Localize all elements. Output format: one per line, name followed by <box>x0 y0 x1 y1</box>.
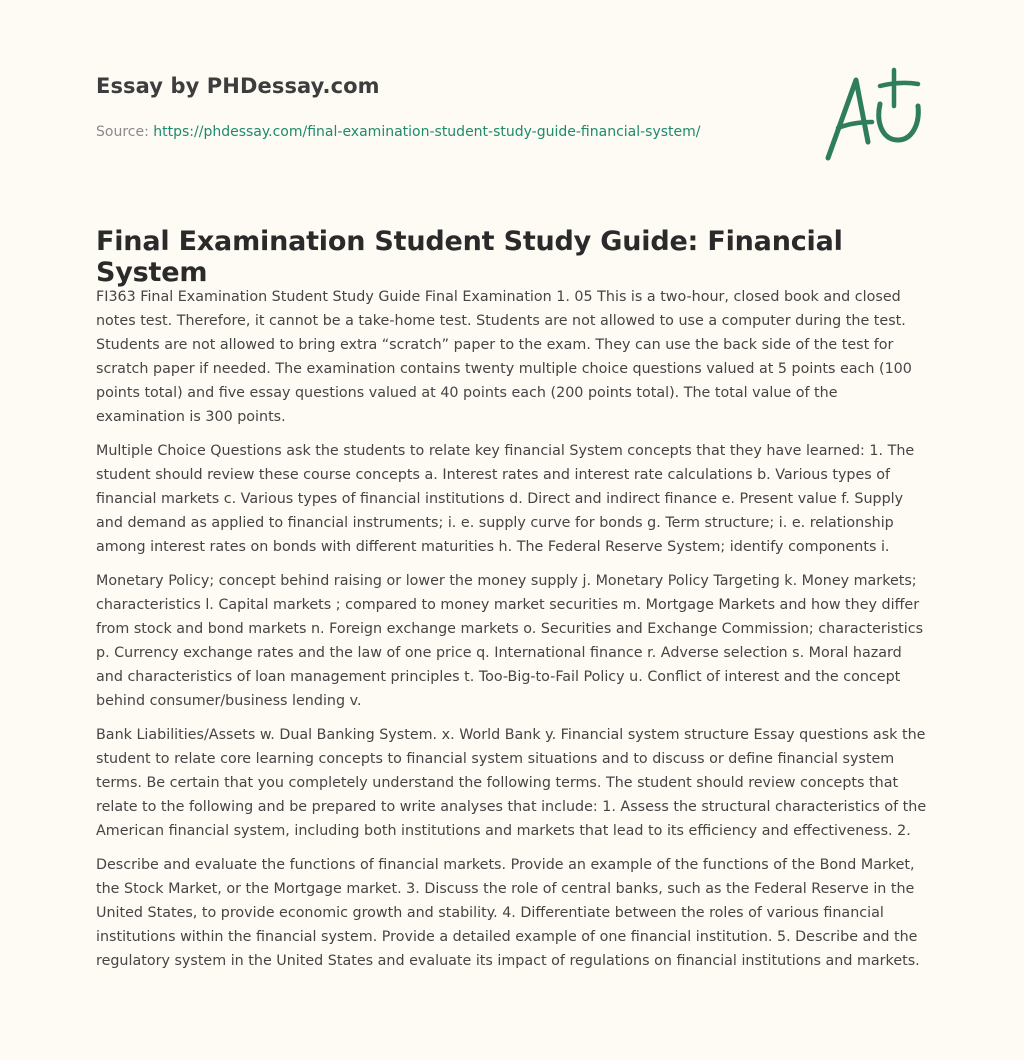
logo-plus-horizontal <box>880 83 918 86</box>
logo-letter-a-stroke <box>828 80 868 158</box>
paragraph: Bank Liabilities/Assets w. Dual Banking System. x. World Bank y. Financial system structure Essay questions ask the student to relate core learning concepts to financial system situations and to discuss or define financial system terms. Be certain that you completely understand the following terms. The student should review concepts that relate to the following and be prepared to write analyses that include: 1. Assess the structural characteristics of the American financial system, including both institutions and markets that lead to its efficiency and effectiveness. 2. <box>96 727 927 839</box>
paragraph: Describe and evaluate the functions of financial markets. Provide an example of the functions of the Bond Market, the Stock Market, or the Mortgage market. 3. Discuss the role of central banks, such as the Federal Reserve in the United States, to provide economic growth and stability. 4. Differentiate between the roles of various financial institutions within the financial system. Provide a detailed example of one financial institution. 5. Describe and the regulatory system in the United States and evaluate its impact of regulations on financial institutions and markets. <box>96 857 920 969</box>
site-title: Essay by PHDessay.com <box>96 74 380 98</box>
source-line <box>96 124 701 140</box>
paragraph: Multiple Choice Questions ask the students to relate key financial System concepts that they have learned: 1. The student should review these course concepts a. Interest rates and interest rate calculations b. Various types of financial markets c. Various types of financial institutions d. Direct and indirect finance e. Present value f. Supply and demand as applied to financial instruments; i. e. supply curve for bonds g. Term structure; i. e. relationship among interest rates on bonds with different maturities h. The Federal Reserve System; identify components i. <box>96 443 915 555</box>
document-title: Final Examination Student Study Guide: Financial System <box>96 226 843 288</box>
logo-smile-stroke <box>879 104 919 140</box>
paragraph: FI363 Final Examination Student Study Guide Final Examination 1. 05 This is a two-hour, closed book and closed notes test. Therefore, it cannot be a take-home test. Students are not allowed to use a computer during the test. Students are not allowed to bring extra “scratch” paper to the exam. They can use the back side of the test for scratch paper if needed. The examination contains twenty multiple choice questions valued at 5 points each (100 points total) and five essay questions valued at 40 points each (200 points total). The total value of the examination is 300 points. <box>96 289 912 425</box>
paragraph: Monetary Policy; concept behind raising or lower the money supply j. Monetary Policy Targeting k. Money markets; characteristics l. Capital markets ; compared to money market securities m. Mortgage Markets and how they differ from stock and bond markets n. Foreign exchange markets o. Securities and Exchange Commission; characteristics p. Currency exchange rates and the law of one price q. International finance r. Adverse selection s. Moral hazard and characteristics of loan management principles t. Too-Big-to-Fail Policy u. Conflict of interest and the concept behind consumer/business lending v. <box>96 573 924 709</box>
source-label: Source: <box>96 124 154 140</box>
essay-content <box>96 285 930 983</box>
source-link[interactable]: https://phdessay.com/final-examination-student-study-guide-financial-system/ <box>153 124 701 140</box>
a-plus-grade-icon <box>818 66 930 166</box>
